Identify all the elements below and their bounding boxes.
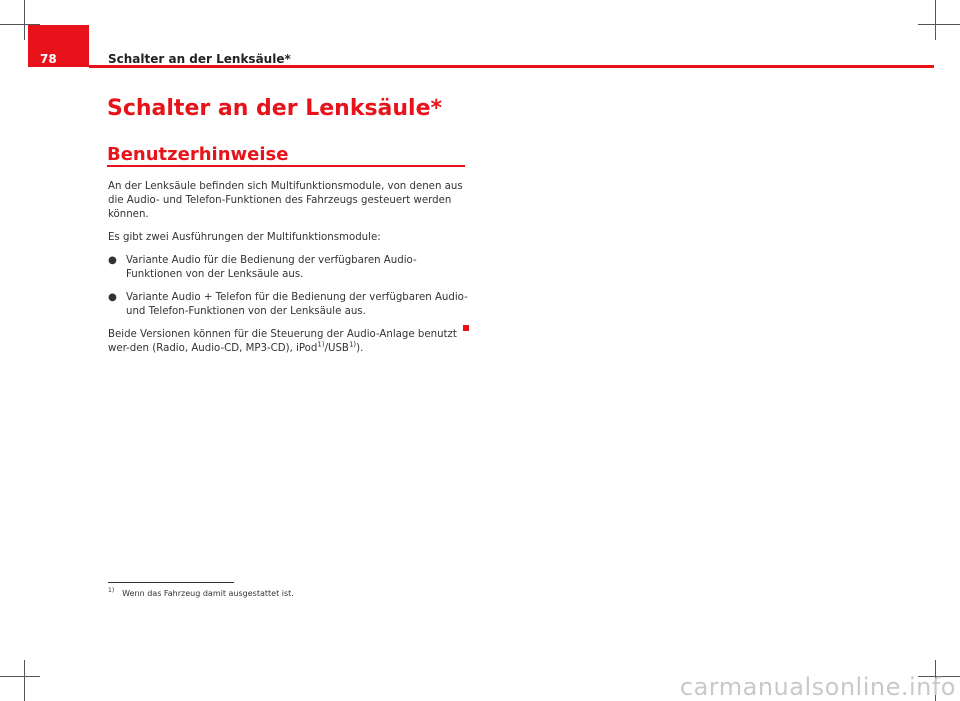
running-header-title: Schalter an der Lenksäule* [108, 52, 291, 66]
subsection-title: Benutzerhinweise [107, 144, 289, 165]
subsection-rule [107, 165, 465, 167]
list-item [108, 254, 468, 282]
footnote-text: Wenn das Fahrzeug damit ausgestattet ist. [122, 589, 294, 598]
footnote-ref[interactable]: 1) [317, 340, 325, 349]
watermark: carmanualsonline.info [679, 673, 956, 701]
footnote-rule [108, 582, 234, 583]
paragraph-intro: An der Lenksäule befinden sich Multifunktionsmodule, von denen aus die Audio- und Telefon-Funktionen des Fahrzeugs gesteuert werden können. [108, 181, 463, 220]
paragraph-outro [108, 328, 468, 356]
footnote-marker: 1) [108, 587, 115, 595]
bullet-icon: ● [108, 255, 117, 266]
crop-mark [935, 0, 936, 40]
crop-mark [24, 660, 25, 701]
footnote-ref[interactable]: 1) [348, 340, 357, 349]
paragraph-variants: Es gibt zwei Ausführungen der Multifunktionsmodule: [108, 232, 381, 243]
crop-mark [0, 676, 40, 677]
outro-suffix: ). [356, 343, 364, 354]
list-item [108, 291, 468, 319]
outro-prefix: Beide Versionen können für die Steuerung der Audio-Anlage benutzt wer-den (Radio, Audio-CD, MP3-CD), iPod [108, 329, 457, 354]
page-number: 78 [28, 25, 89, 67]
body-text [108, 180, 468, 365]
crop-mark [918, 24, 960, 25]
bullet-text: Variante Audio + Telefon für die Bedienung der verfügbaren Audio- und Telefon-Funktionen von der Lenksäule aus. [126, 292, 468, 317]
bullet-text: Variante Audio für die Bedienung der verfügbaren Audio-Funktionen von der Lenksäule aus. [126, 255, 417, 280]
footnote [108, 589, 294, 598]
outro-separator: /USB [324, 343, 349, 354]
section-title: Schalter an der Lenksäule* [107, 96, 443, 121]
section-end-marker [463, 325, 469, 331]
bullet-icon: ● [108, 292, 117, 303]
crop-mark [24, 0, 25, 40]
